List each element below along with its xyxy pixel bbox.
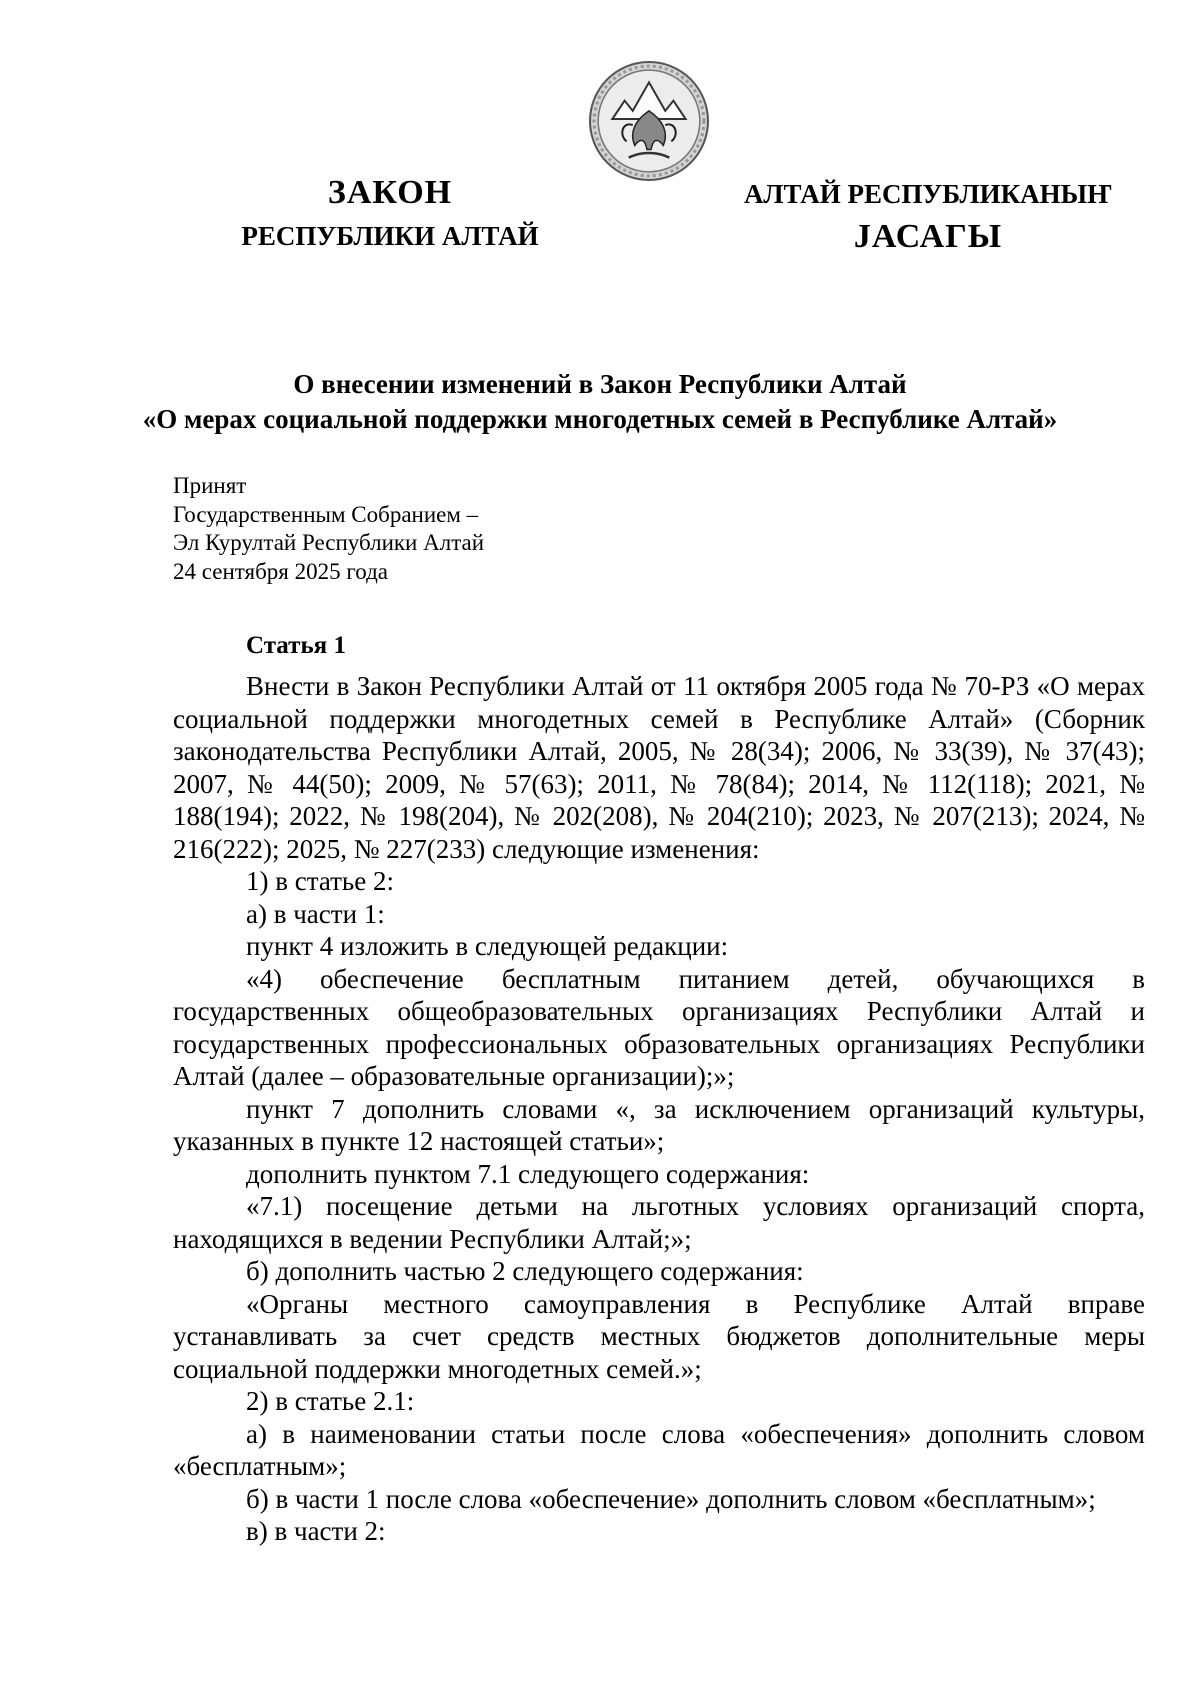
header-left xyxy=(230,172,550,258)
adoption-block xyxy=(173,472,484,586)
header-left-title: ЗАКОН xyxy=(327,174,453,211)
article-paragraph: пункт 7 дополнить словами «, за исключением организаций культуры, указанных в пункте 12 настоящей статьи»; xyxy=(173,1093,1145,1156)
adoption-line-2: Государственным Собранием – xyxy=(173,501,479,527)
document-title-line-1: О внесении изменений в Закон Республики Алтай xyxy=(293,369,907,399)
adoption-date: 24 сентября 2025 года xyxy=(173,558,388,584)
article-paragraph: «Органы местного самоуправления в Республике Алтай вправе устанавливать за счет средств местных бюджетов дополнительные меры социальной поддержки многодетных семей.»; xyxy=(173,1288,1145,1384)
article-paragraph: а) в части 1: xyxy=(246,898,385,929)
header-left-subtitle: РЕСПУБЛИКИ АЛТАЙ xyxy=(241,221,539,251)
header-right-title: АЛТАЙ РЕСПУБЛИКАНЫҤ xyxy=(743,179,1113,209)
article-heading: Статья 1 xyxy=(246,632,346,659)
article-paragraph: дополнить пунктом 7.1 следующего содержания: xyxy=(246,1158,810,1189)
article-paragraph: пункт 4 изложить в следующей редакции: xyxy=(246,931,729,961)
article-paragraph: б) в части 1 после слова «обеспечение» дополнить словом «бесплатным»; xyxy=(246,1483,1096,1514)
document-title xyxy=(100,367,1100,437)
header-right xyxy=(718,172,1138,258)
article-paragraph: в) в части 2: xyxy=(246,1516,386,1546)
document-title-line-2: «О мерах социальной поддержки многодетных семей в Республике Алтай» xyxy=(142,404,1058,434)
header-right-subtitle: ЈАСАГЫ xyxy=(853,218,1003,255)
article-paragraph: 1) в статье 2: xyxy=(246,866,394,896)
article-paragraph: «4) обеспечение бесплатным питанием детей, обучающихся в государственных общеобразовательных организациях Республики Алтай и государственных профессиональных образовательных организациях Республики Алтай (далее – образовательные организации);»; xyxy=(173,963,1145,1091)
adoption-line-3: Эл Курултай Республики Алтай xyxy=(173,530,485,555)
article-paragraph: Внести в Закон Республики Алтай от 11 октября 2005 года № 70-РЗ «О мерах социальной поддержки многодетных семей в Республике Алтай» (Сборник законодательства Республики Алтай, 2005, № 28(34); 2006, № 33(39), № 37(43); 2007, № 44(50); 2009, № 57(63); 2011, № 78(84); 2014, № 112(118); 2021, № 188(194); 2022, № 198(204), № 202(208), № 204(210); 2023, № 207(213); 2024, № 216(222); 2025, № 227(233) следующие изменения: xyxy=(173,671,1145,864)
coat-of-arms-icon xyxy=(588,60,710,182)
article-paragraph: 2) в статье 2.1: xyxy=(246,1386,415,1416)
article-body xyxy=(173,670,1145,1548)
adoption-line-1: Принят xyxy=(173,473,247,498)
article-paragraph: б) дополнить частью 2 следующего содержания: xyxy=(246,1256,804,1286)
article-paragraph: а) в наименовании статьи после слова «обеспечения» дополнить словом «бесплатным»; xyxy=(173,1418,1145,1481)
article-paragraph: «7.1) посещение детьми на льготных условиях организаций спорта, находящихся в ведении Республики Алтай;»; xyxy=(173,1191,1145,1254)
